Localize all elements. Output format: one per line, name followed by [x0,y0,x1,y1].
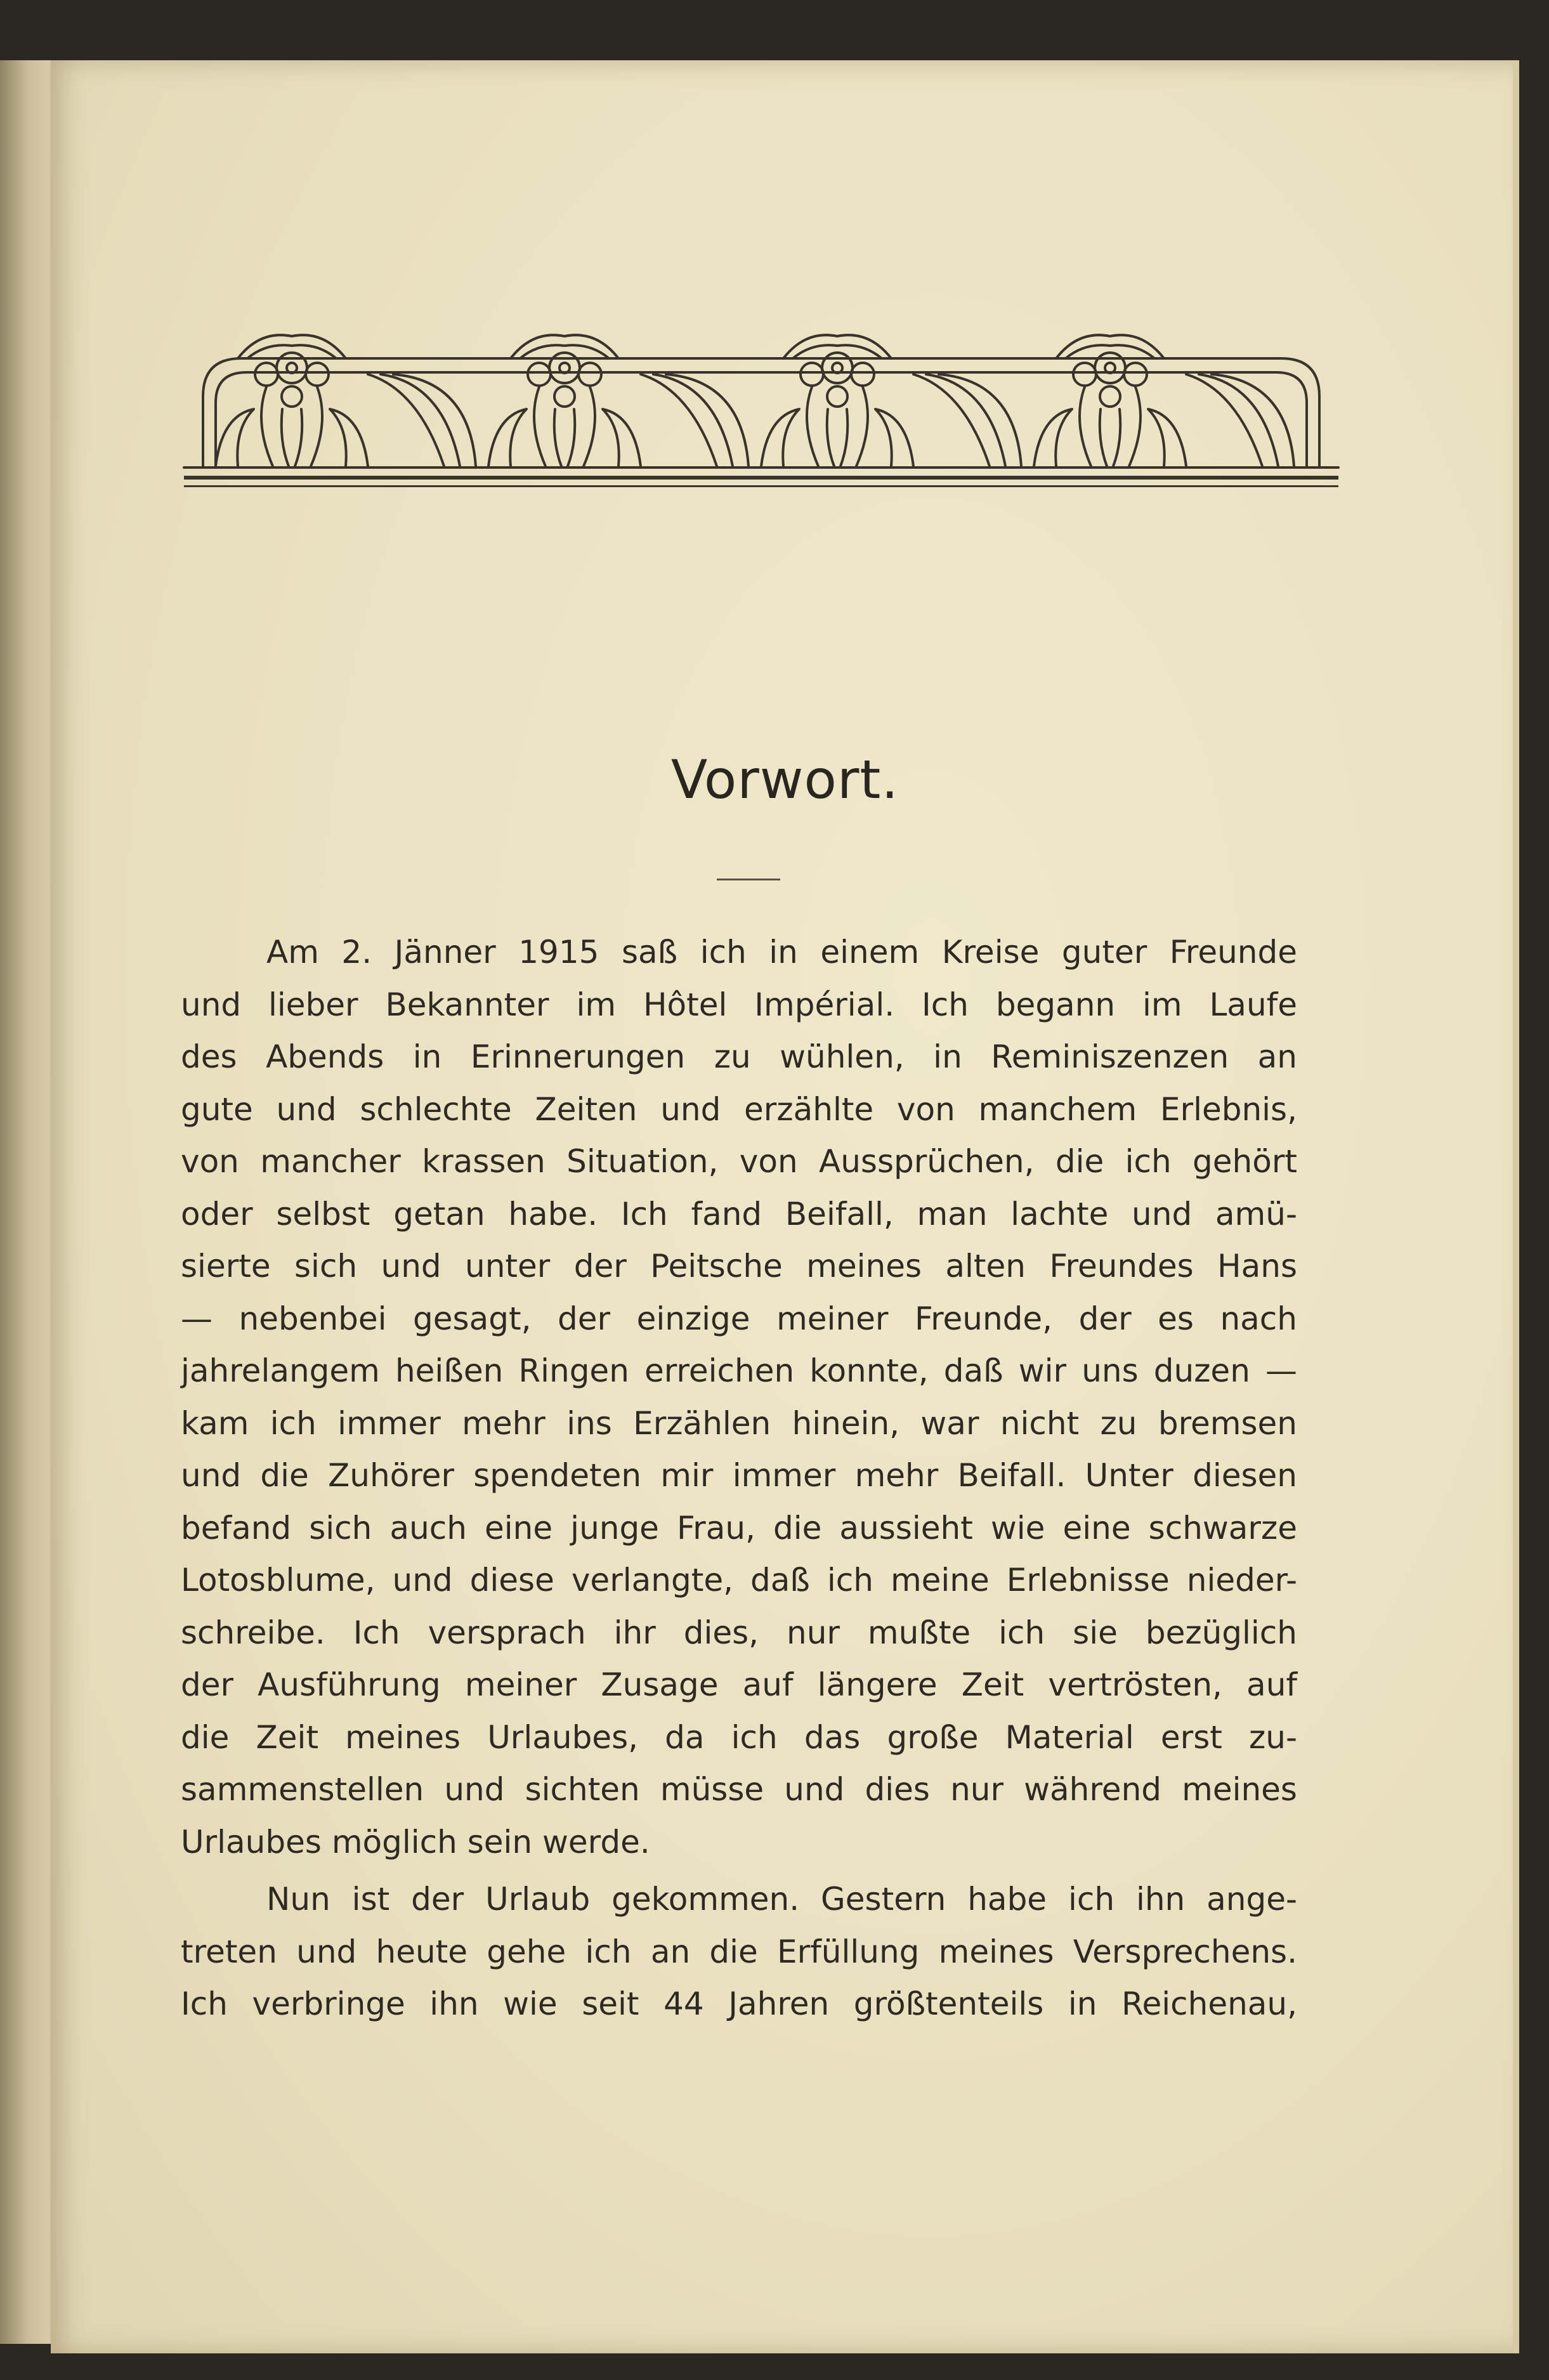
text-line: Lotosblume, und diese verlangte, daß ich meine Erlebnisse nieder- [181,1562,1297,1599]
text-line: Urlaubes möglich sein werde. [181,1823,650,1860]
text-line: der Ausführung meiner Zusage auf längere Zeit vertrösten, auf [181,1666,1297,1703]
text-line: jahrelangem heißen Ringen erreichen konnte, daß wir uns duzen — [181,1352,1297,1389]
text-line: gute und schlechte Zeiten und erzählte von manchem Erlebnis, [181,1090,1297,1128]
text-line: Nun ist der Urlaub gekommen. Gestern habe ich ihn ange- [266,1881,1297,1918]
text-line: die Zeit meines Urlaubes, da ich das große Material erst zu- [181,1718,1297,1756]
page-edge [1513,60,1519,2353]
text-line: schreibe. Ich versprach ihr dies, nur mußte ich sie bezüglich [181,1614,1297,1651]
book-page [51,60,1519,2353]
text-line: — nebenbei gesagt, der einzige meiner Freunde, der es nach [181,1300,1297,1337]
art-nouveau-floral-border-icon [178,263,1345,542]
text-line: sammenstellen und sichten müsse und dies nur während meines [181,1771,1297,1808]
text-line: von mancher krassen Situation, von Aussprüchen, die ich gehört [181,1143,1297,1180]
text-line: Am 2. Jänner 1915 saß ich in einem Kreise guter Freunde [266,934,1297,971]
text-line: oder selbst getan habe. Ich fand Beifall, man lachte und amü- [181,1195,1297,1232]
text-line: des Abends in Erinnerungen zu wühlen, in Reminiszenzen an [181,1038,1297,1075]
text-line: Ich verbringe ihn wie seit 44 Jahren größtenteils in Reichenau, [181,1985,1297,2022]
text-line: befand sich auch eine junge Frau, die aussieht wie eine schwarze [181,1509,1297,1546]
text-line: treten und heute gehe ich an die Erfüllung meines Versprechens. [181,1933,1297,1970]
title-divider [717,879,780,880]
page-title: Vorwort. [670,749,899,811]
paragraph [181,926,1297,1868]
text-line: sierte sich und unter der Peitsche meines alten Freundes Hans [181,1248,1297,1285]
body-text [181,926,1297,2030]
text-line: kam ich immer mehr ins Erzählen hinein, war nicht zu bremsen [181,1404,1297,1442]
text-line: und lieber Bekannter im Hôtel Impérial. Ich begann im Laufe [181,986,1297,1023]
paragraph [181,1873,1297,2030]
text-line: und die Zuhörer spendeten mir immer mehr Beifall. Unter diesen [181,1457,1297,1494]
